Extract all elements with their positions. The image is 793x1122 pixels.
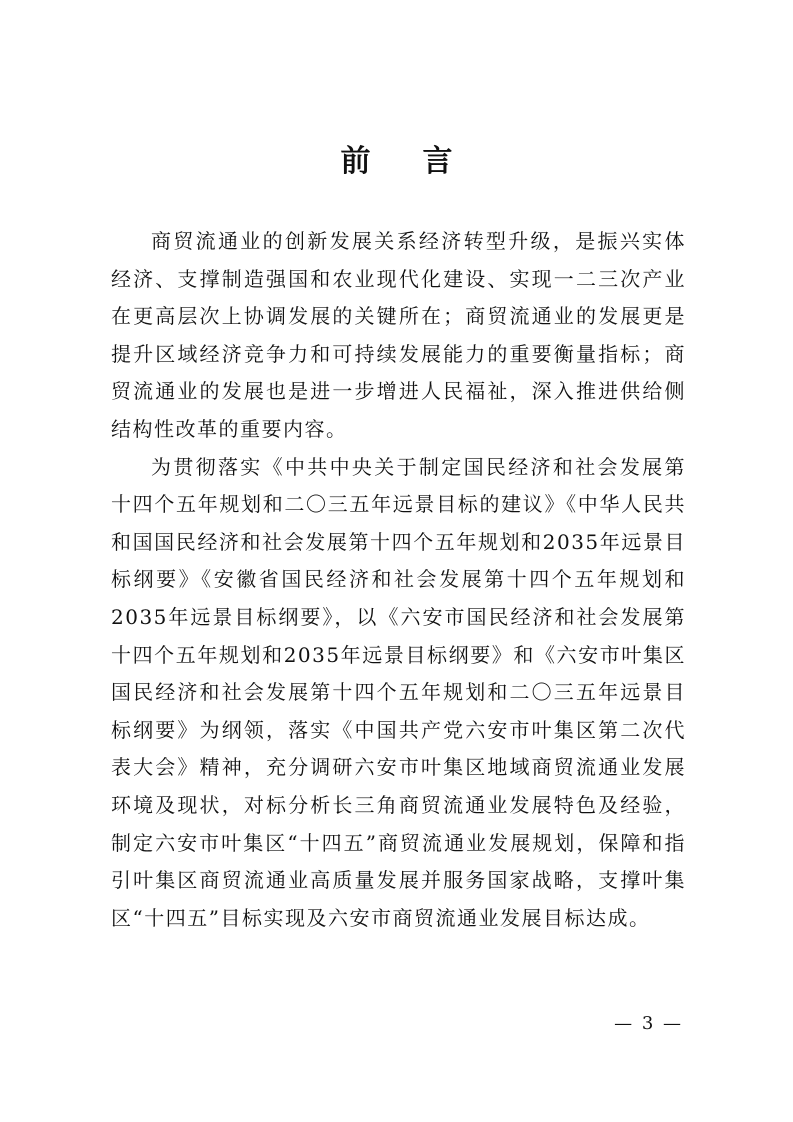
page-number: — 3 —	[614, 1013, 683, 1034]
paragraph-2: 为贯彻落实《中共中央关于制定国民经济和社会发展第十四个五年规划和二〇三五年远景目标的建议》《中华人民共和国国民经济和社会发展第十四个五年规划和2035年远景目标纲要》《安徽省国民经济和社会发展第十四个五年规划和2035年远景目标纲要》，以《六安市国民经济和社会发展第十四个五年规划和2035年远景目标纲要》和《六安市叶集区国民经济和社会发展第十四个五年规划和二〇三五年远景目标纲要》为纲领，落实《中国共产党六安市叶集区第二次代表大会》精神，充分调研六安市叶集区地域商贸流通业发展环境及现状，对标分析长三角商贸流通业发展特色及经验，制定六安市叶集区“十四五”商贸流通业发展规划，保障和指引叶集区商贸流通业高质量发展并服务国家战略，支撑叶集区“十四五”目标实现及六安市商贸流通业发展目标达成。	[111, 454, 686, 930]
paragraph-1: 商贸流通业的创新发展关系经济转型升级，是振兴实体经济、支撑制造强国和农业现代化建设、实现一二三次产业在更高层次上协调发展的关键所在；商贸流通业的发展更是提升区域经济竞争力和可持续发展能力的重要衡量指标；商贸流通业的发展也是进一步增进人民福祉，深入推进供给侧结构性改革的重要内容。	[111, 229, 686, 441]
page-title: 前言	[340, 144, 505, 179]
document-body	[111, 223, 686, 937]
